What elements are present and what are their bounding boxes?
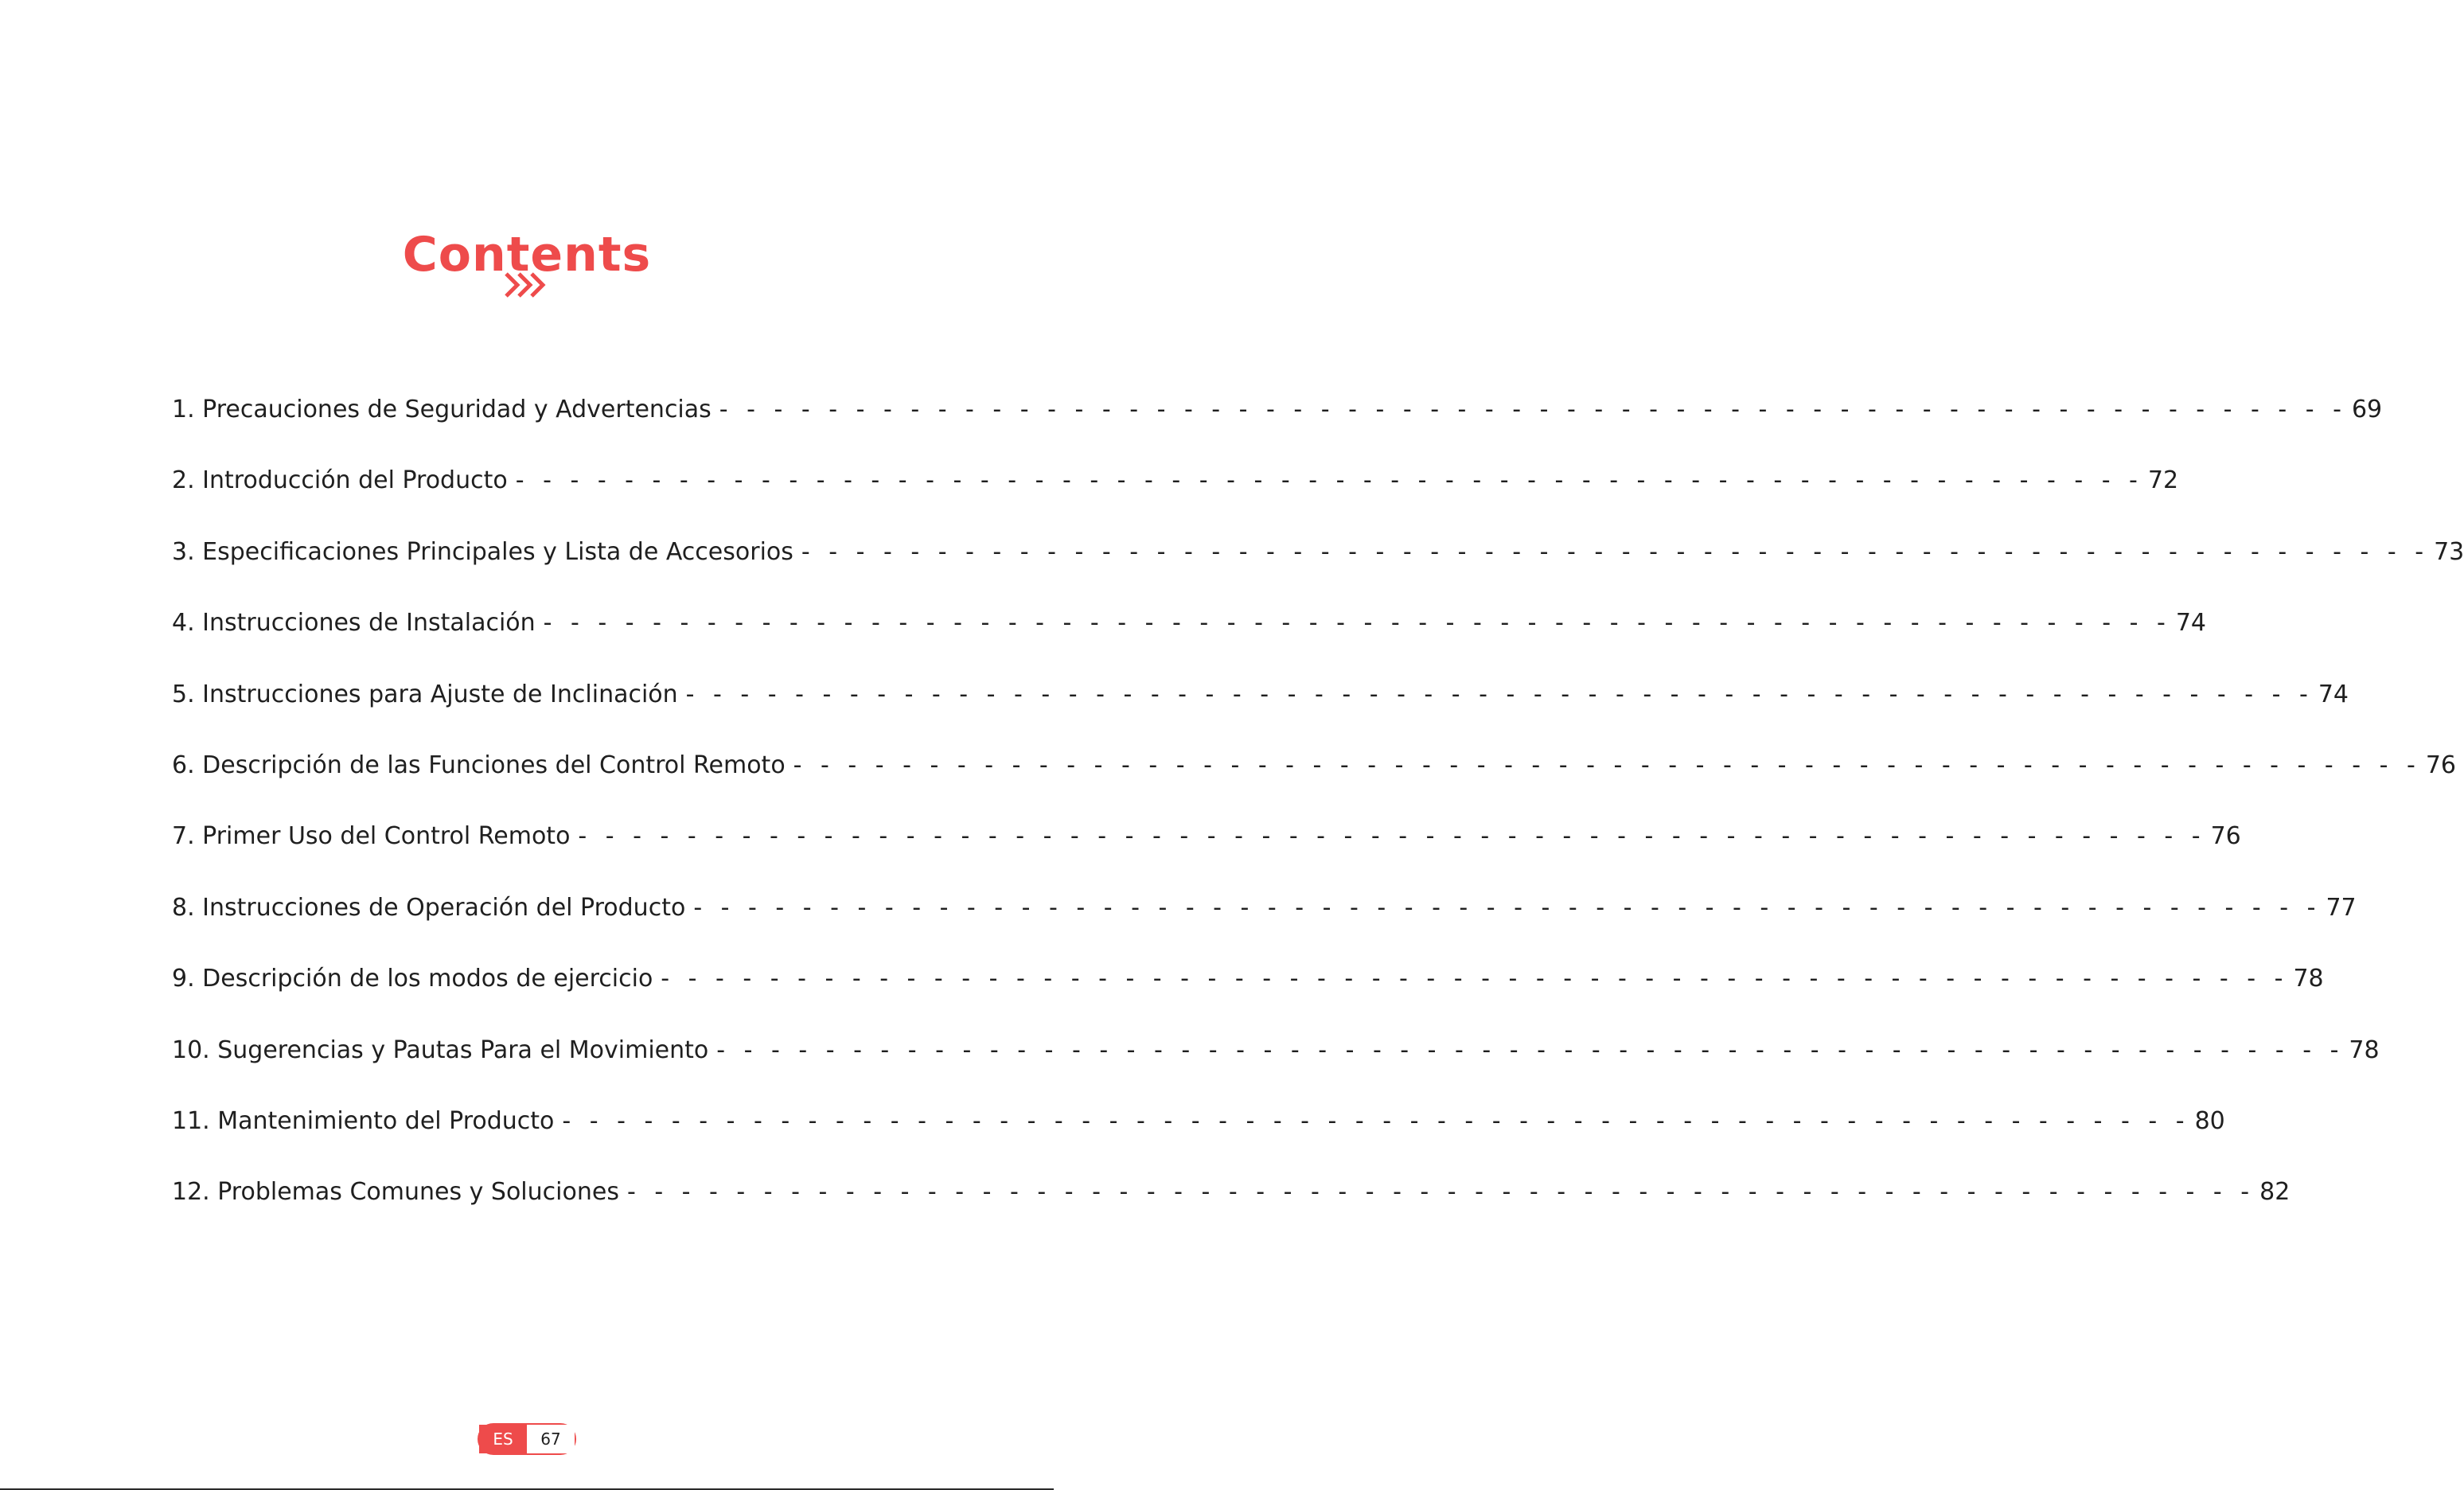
toc-entry-page: 76 [2425, 751, 2457, 779]
toc-entry[interactable] [172, 396, 2383, 469]
toc-entry[interactable] [172, 1178, 2291, 1251]
toc-entry-page: 78 [2349, 1036, 2380, 1064]
toc-entry-label: 8. Instrucciones de Operación del Producto [172, 893, 686, 922]
toc-leader: - - - - - - - - - - - - - - - - - - - - - - - - - - - - - - - - - - - - - - - - - - - - - - - - - - - - - - - - - - - - [661, 965, 2289, 993]
page-title: Contents [402, 227, 652, 283]
page-number: 67 [527, 1425, 575, 1453]
triple-chevron-right-icon [503, 271, 551, 299]
toc-entry-label: 10. Sugerencias y Pautas Para el Movimiento [172, 1036, 709, 1064]
table-of-contents [172, 396, 2464, 1252]
toc-entry-label: 11. Mantenimiento del Producto [172, 1106, 555, 1135]
toc-leader: - - - - - - - - - - - - - - - - - - - - - - - - - - - - - - - - - - - - - - - - - - - - - - - - - - - - - - - - - - - - [693, 893, 2322, 922]
toc-entry[interactable] [172, 965, 2324, 1038]
toc-entry-label: 7. Primer Uso del Control Remoto [172, 822, 571, 851]
toc-entry-label: 1. Precauciones de Seguridad y Advertencias [172, 396, 712, 423]
toc-leader: - - - - - - - - - - - - - - - - - - - - - - - - - - - - - - - - - - - - - - - - - - - - - - - - - - - - - - - - - - - - [515, 466, 2143, 495]
toc-leader: - - - - - - - - - - - - - - - - - - - - - - - - - - - - - - - - - - - - - - - - - - - - - - - - - - - - - - - - - - - - [626, 1178, 2255, 1207]
toc-entry-label: 4. Instrucciones de Instalación [172, 609, 536, 638]
toc-leader: - - - - - - - - - - - - - - - - - - - - - - - - - - - - - - - - - - - - - - - - - - - - - - - - - - - - - - - - - - - - [543, 609, 2171, 638]
toc-entry-page: 72 [2147, 466, 2179, 495]
toc-leader: - - - - - - - - - - - - - - - - - - - - - - - - - - - - - - - - - - - - - - - - - - - - - - - - - - - - - - - - - - - - [578, 822, 2206, 851]
toc-entry-page: 77 [2326, 893, 2357, 922]
toc-entry[interactable] [172, 822, 2241, 895]
toc-entry-label: 2. Introducción del Producto [172, 466, 508, 495]
toc-entry-page: 82 [2259, 1178, 2291, 1207]
toc-entry-label: 12. Problemas Comunes y Soluciones [172, 1178, 619, 1207]
toc-entry-page: 78 [2293, 965, 2324, 993]
toc-leader: - - - - - - - - - - - - - - - - - - - - - - - - - - - - - - - - - - - - - - - - - - - - - - - - - - - - - - - - - - - - [685, 680, 2314, 708]
toc-entry[interactable] [172, 466, 2179, 540]
toc-leader: - - - - - - - - - - - - - - - - - - - - - - - - - - - - - - - - - - - - - - - - - - - - - - - - - - - - - - - - - - - - [801, 537, 2430, 566]
page-number-badge [478, 1423, 576, 1455]
toc-entry[interactable] [172, 1036, 2380, 1110]
toc-entry[interactable] [172, 609, 2207, 682]
toc-entry-page: 80 [2194, 1106, 2225, 1135]
toc-leader: - - - - - - - - - - - - - - - - - - - - - - - - - - - - - - - - - - - - - - - - - - - - - - - - - - - - - - - - - - - - [793, 751, 2421, 779]
toc-entry-label: 9. Descripción de los modos de ejercicio [172, 965, 653, 993]
toc-entry[interactable] [172, 680, 2349, 754]
toc-entry-label: 3. Especificaciones Principales y Lista de Accesorios [172, 537, 793, 566]
toc-entry[interactable] [172, 751, 2457, 825]
toc-entry-page: 76 [2210, 822, 2241, 851]
toc-entry-page: 73 [2434, 537, 2464, 566]
toc-entry-label: 5. Instrucciones para Ajuste de Inclinación [172, 680, 678, 708]
toc-leader: - - - - - - - - - - - - - - - - - - - - - - - - - - - - - - - - - - - - - - - - - - - - - - - - - - - - - - - - - - - - [562, 1106, 2190, 1135]
toc-entry[interactable] [172, 893, 2357, 967]
toc-leader: - - - - - - - - - - - - - - - - - - - - - - - - - - - - - - - - - - - - - - - - - - - - - - - - - - - - - - - - - - - - [716, 1036, 2345, 1064]
toc-leader: - - - - - - - - - - - - - - - - - - - - - - - - - - - - - - - - - - - - - - - - - - - - - - - - - - - - - - - - - - - - [719, 396, 2347, 423]
toc-entry-page: 74 [2318, 680, 2349, 708]
toc-entry[interactable] [172, 537, 2464, 611]
toc-entry-page: 74 [2175, 609, 2207, 638]
toc-entry-page: 69 [2351, 396, 2383, 423]
toc-entry-label: 6. Descripción de las Funciones del Control Remoto [172, 751, 786, 779]
language-label: ES [479, 1425, 527, 1453]
toc-entry[interactable] [172, 1106, 2225, 1180]
